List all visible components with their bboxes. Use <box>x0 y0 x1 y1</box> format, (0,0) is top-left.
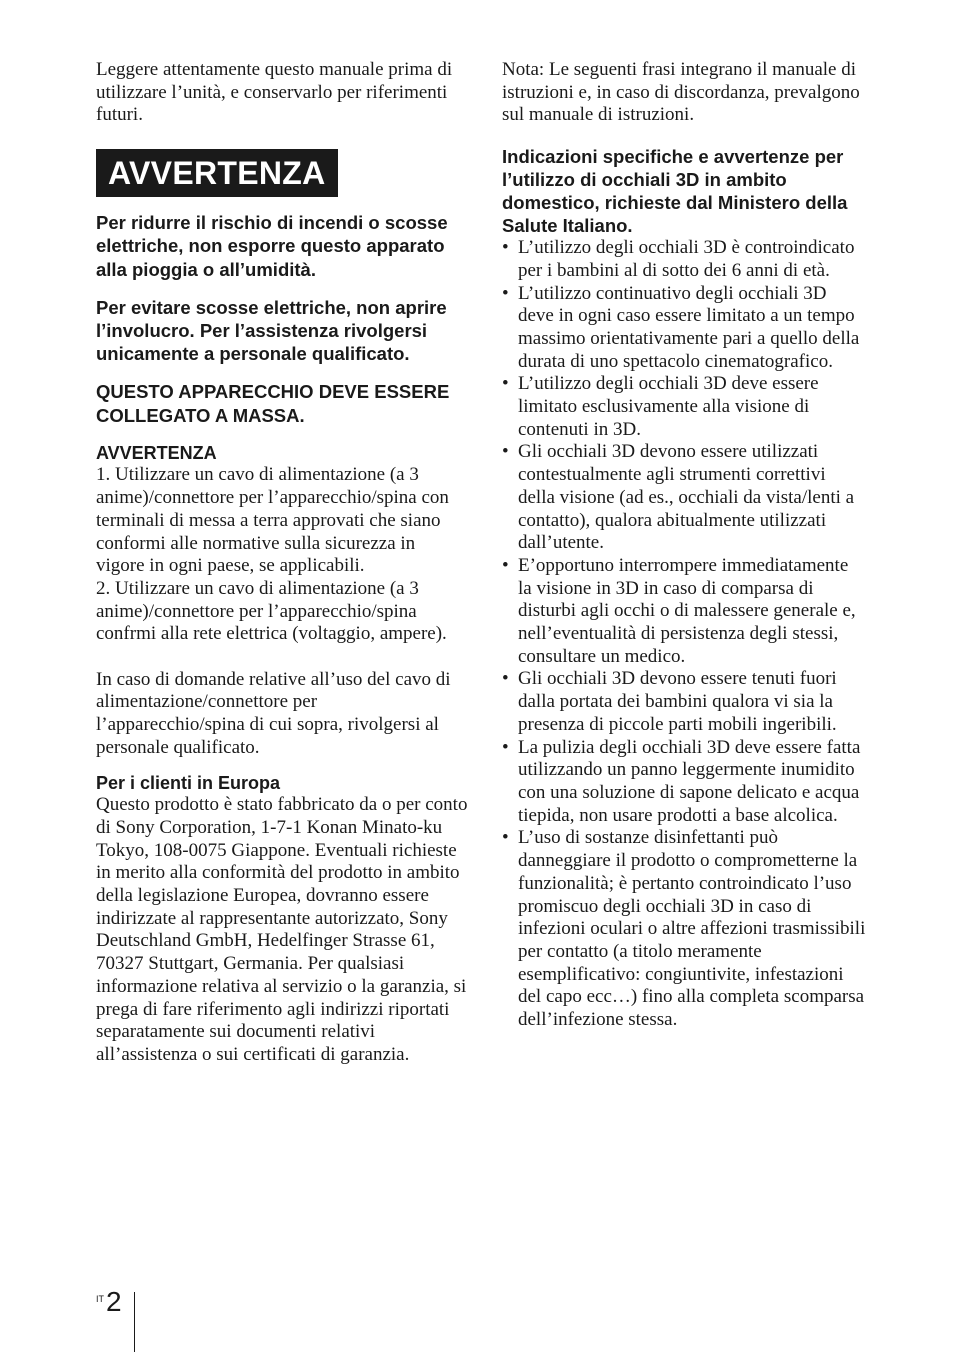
bullet-icon: • <box>502 441 509 463</box>
spacer <box>96 646 468 669</box>
list-item-text: L’uso di sostanze disinfettanti può danneggiare il prodotto o comprometterne la funzionalità; è pertanto controindicato l’uso promiscuo degli occhiali 3D in caso di infezioni oculari o altre affezioni trasmissibili per contatto (a titolo meramente esemplificativo: congiuntivite, infestazioni del capo ecc…) fino alla completa scomparsa dell’infezione stessa. <box>518 827 866 1031</box>
list-item <box>502 441 866 555</box>
bullet-icon: • <box>502 373 509 395</box>
right-column <box>502 59 866 1032</box>
footer-divider <box>134 1292 135 1352</box>
cable-questions-note: In caso di domande relative all’uso del cavo di alimentazione/connettore per l’apparecchio/spina di cui sopra, rivolgersi al personale qualificato. <box>96 668 451 758</box>
list-item-text: L’utilizzo continuativo degli occhiali 3D deve in ogni caso essere limitato a un tempo massimo orientativamente pari a quello della durata di uno spettacolo cinematografico. <box>518 282 860 372</box>
list-item <box>502 373 866 441</box>
europe-paragraph: Questo prodotto è stato fabbricato da o per conto di Sony Corporation, 1-7-1 Konan Minato-ku Tokyo, 108-0075 Giappone. Eventuali richieste in merito alla conformità del prodotto in ambito della legislazione Europea, dovranno essere indirizzate al rappresentante autorizzato, Sony Deutschland GmbH, Hedelfinger Strasse 61, 70327 Stuttgart, Germania. Per qualsiasi informazione relativa al servizio o la garanzia, si prega di fare riferimento agli indirizzi riportati separatamente sui documenti relativi all’assistenza o sui certificati di garanzia. <box>96 794 468 1065</box>
list-item-text: Gli occhiali 3D devono essere tenuti fuori dalla portata dei bambini qualora vi sia la presenza di piccole parti mobili ingeribili. <box>518 668 837 735</box>
bullet-icon: • <box>502 827 509 849</box>
page-number: 2 <box>106 1286 122 1317</box>
list-item-text: Gli occhiali 3D devono essere utilizzati contestualmente agli strumenti correttivi della visione (ad es., occhiali da vista/lenti a contatto), qualora abitualmente utilizzati dall’utente. <box>518 441 855 554</box>
note-paragraph: Nota: Le seguenti frasi integrano il manuale di istruzioni e, in caso di discordanza, prevalgono sul manuale di istruzioni. <box>502 59 860 126</box>
warning-heading-box: AVVERTENZA <box>96 149 338 197</box>
warning-open-enclosure: Per evitare scosse elettriche, non aprire l’involucro. Per l’assistenza rivolgersi unicamente a personale qualificato. <box>96 296 447 365</box>
subheading-europe: Per i clienti in Europa <box>96 772 281 793</box>
list-item <box>502 283 866 374</box>
bullet-icon: • <box>502 668 509 690</box>
list-item <box>502 737 866 828</box>
cable-instruction-2: 2. Utilizzare un cavo di alimentazione (a 3 anime)/connettore per l’apparecchio/spina confrmi alla rete elettrica (voltaggio, ampere). <box>96 577 447 645</box>
list-item-text: L’utilizzo degli occhiali 3D deve essere limitato esclusivamente alla visione di contenuti in 3D. <box>518 373 819 440</box>
3d-glasses-heading: Indicazioni specifiche e avvertenze per l’utilizzo di occhiali 3D in ambito domestico, richieste dal Ministero della Salute Italiano. <box>502 146 848 237</box>
3d-glasses-warnings-list <box>502 237 866 1032</box>
list-item <box>502 555 866 669</box>
left-column <box>96 59 468 1067</box>
list-item-text: L’utilizzo degli occhiali 3D è controindicato per i bambini al di sotto dei 6 anni di età. <box>518 237 855 281</box>
spacer <box>96 760 468 766</box>
bullet-icon: • <box>502 282 509 304</box>
list-item-text: E’opportuno interrompere immediatamente la visione in 3D in caso di comparsa di disturbi agli occhi o di malessere generale e, nell’eventualità di persistenza degli stessi, consultare un medico. <box>518 554 856 667</box>
bullet-icon: • <box>502 237 509 259</box>
language-code: IT <box>96 1294 104 1304</box>
cable-instruction-1: 1. Utilizzare un cavo di alimentazione (a 3 anime)/connettore per l’apparecchio/spina con terminali di messa a terra approvati che siano conformi alle normative sulla sicurezza in vigore in ogni paese, se applicabili. <box>96 464 449 577</box>
list-item <box>502 668 866 736</box>
intro-paragraph: Leggere attentamente questo manuale prima di utilizzare l’unità, e conservarlo per riferimenti futuri. <box>96 59 453 126</box>
warning-grounding: QUESTO APPARECCHIO DEVE ESSERE COLLEGATO A MASSA. <box>96 381 450 426</box>
bullet-icon: • <box>502 554 509 576</box>
list-item-text: La pulizia degli occhiali 3D deve essere fatta utilizzando un panno leggermente inumidito con una soluzione di sapone delicato e acqua tiepida, non usare prodotti a base alcolica. <box>518 736 861 826</box>
warning-fire-shock: Per ridurre il rischio di incendi o scosse elettriche, non esporre questo apparato alla pioggia o all’umidità. <box>96 212 448 280</box>
subheading-avvertenza: AVVERTENZA <box>96 442 217 463</box>
bullet-icon: • <box>502 736 509 758</box>
list-item <box>502 827 866 1031</box>
list-item <box>502 237 866 282</box>
